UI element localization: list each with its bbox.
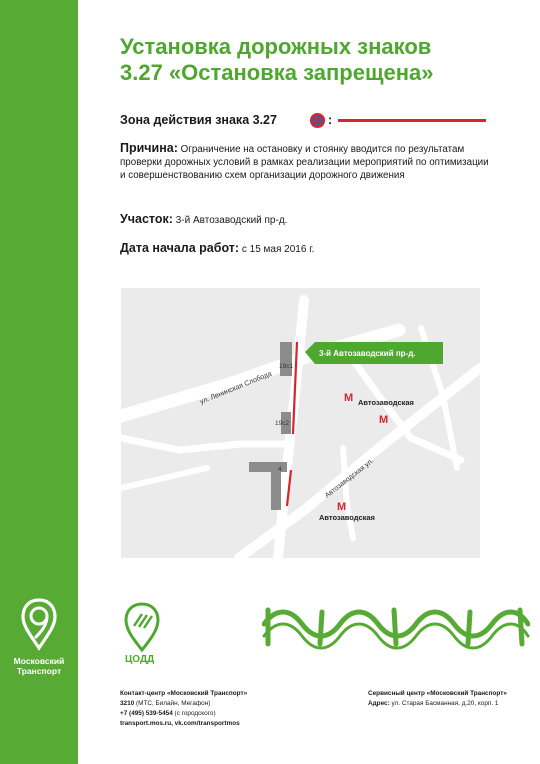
metro-icon: М: [379, 414, 389, 426]
moscow-transport-logo: [0, 596, 78, 676]
reason-text: Ограничение на остановку и стоянку вводится по результатам проверки дорожных условий в рамках реализации мероприятий по оптимизации и совершенствованию схем организации дорожного движения: [120, 144, 489, 181]
road-minor-3: [121, 468, 207, 488]
street-label-avtozavodskaya: Автозаводская ул.: [323, 457, 376, 500]
short-number: 3210: [120, 700, 135, 707]
no-stopping-sign-icon: [309, 112, 326, 129]
road-minor-4: [343, 448, 353, 538]
title-line1: Установка дорожных знаков: [120, 34, 432, 59]
zone-label: Зона действия знака 3.27: [120, 113, 277, 127]
contact-center-block: [120, 689, 247, 729]
phone-number[interactable]: +7 (495) 539-5454: [120, 710, 173, 717]
zone-colon: :: [328, 113, 333, 127]
green-wave-ornament: [262, 604, 530, 650]
metro-label-1: Автозаводская: [358, 398, 414, 407]
address-label: Адрес:: [368, 700, 390, 707]
metro-label-2: Автозаводская: [319, 513, 375, 522]
reason-label: Причина:: [120, 141, 178, 155]
service-center-block: [368, 689, 507, 709]
building-label-19s2: 19с2: [275, 420, 290, 427]
map-canvas: [121, 288, 480, 558]
street-label-leninskaya: ул. Ленинская Слобода: [199, 370, 273, 406]
metro-icon: М: [337, 501, 347, 513]
page-title: [120, 34, 520, 86]
short-number-note: (МТС, Билайн, Мегафон): [134, 700, 211, 707]
moscow-transport-logo-icon: [19, 596, 59, 652]
phone-line: [120, 709, 247, 719]
brand-line2: Транспорт: [16, 666, 62, 676]
green-sidebar: [0, 0, 78, 764]
building-label-19s1: 19с1: [279, 363, 294, 370]
address-line: [368, 699, 507, 709]
website-links[interactable]: transport.mos.ru, vk.com/transportmos: [120, 720, 240, 727]
section-block: [120, 212, 500, 226]
service-title: Сервисный центр «Московский Транспорт»: [368, 690, 507, 697]
location-map: [121, 288, 480, 558]
short-number-line: [120, 699, 247, 709]
start-date-label: Дата начала работ:: [120, 241, 240, 255]
title-line2: 3.27 «Остановка запрещена»: [120, 60, 434, 85]
reason-block: [120, 142, 490, 182]
building-label-4: 4: [278, 466, 282, 473]
metro-icon: М: [344, 392, 354, 404]
start-date-value: с 15 мая 2016 г.: [241, 244, 315, 255]
phone-note: (с городского): [172, 710, 216, 717]
tsodd-label: ЦОДД: [125, 654, 155, 665]
tsodd-logo-icon: [118, 600, 166, 654]
callout-label: 3-й Автозаводский пр-д.: [319, 349, 416, 358]
tsodd-logo: [118, 600, 178, 665]
zone-red-line: [338, 119, 486, 122]
road-minor-1: [121, 438, 287, 450]
zone-row: [120, 111, 486, 131]
brand-line1: Московский: [13, 656, 65, 666]
section-value: 3-й Автозаводский пр-д.: [175, 215, 288, 226]
start-date-block: [120, 241, 500, 255]
building-19s1: [280, 342, 292, 376]
address-value: ул. Старая Басманная, д.20, корп. 1: [389, 700, 499, 707]
contact-title: Контакт-центр «Московский Транспорт»: [120, 690, 248, 697]
section-label: Участок:: [120, 212, 173, 226]
